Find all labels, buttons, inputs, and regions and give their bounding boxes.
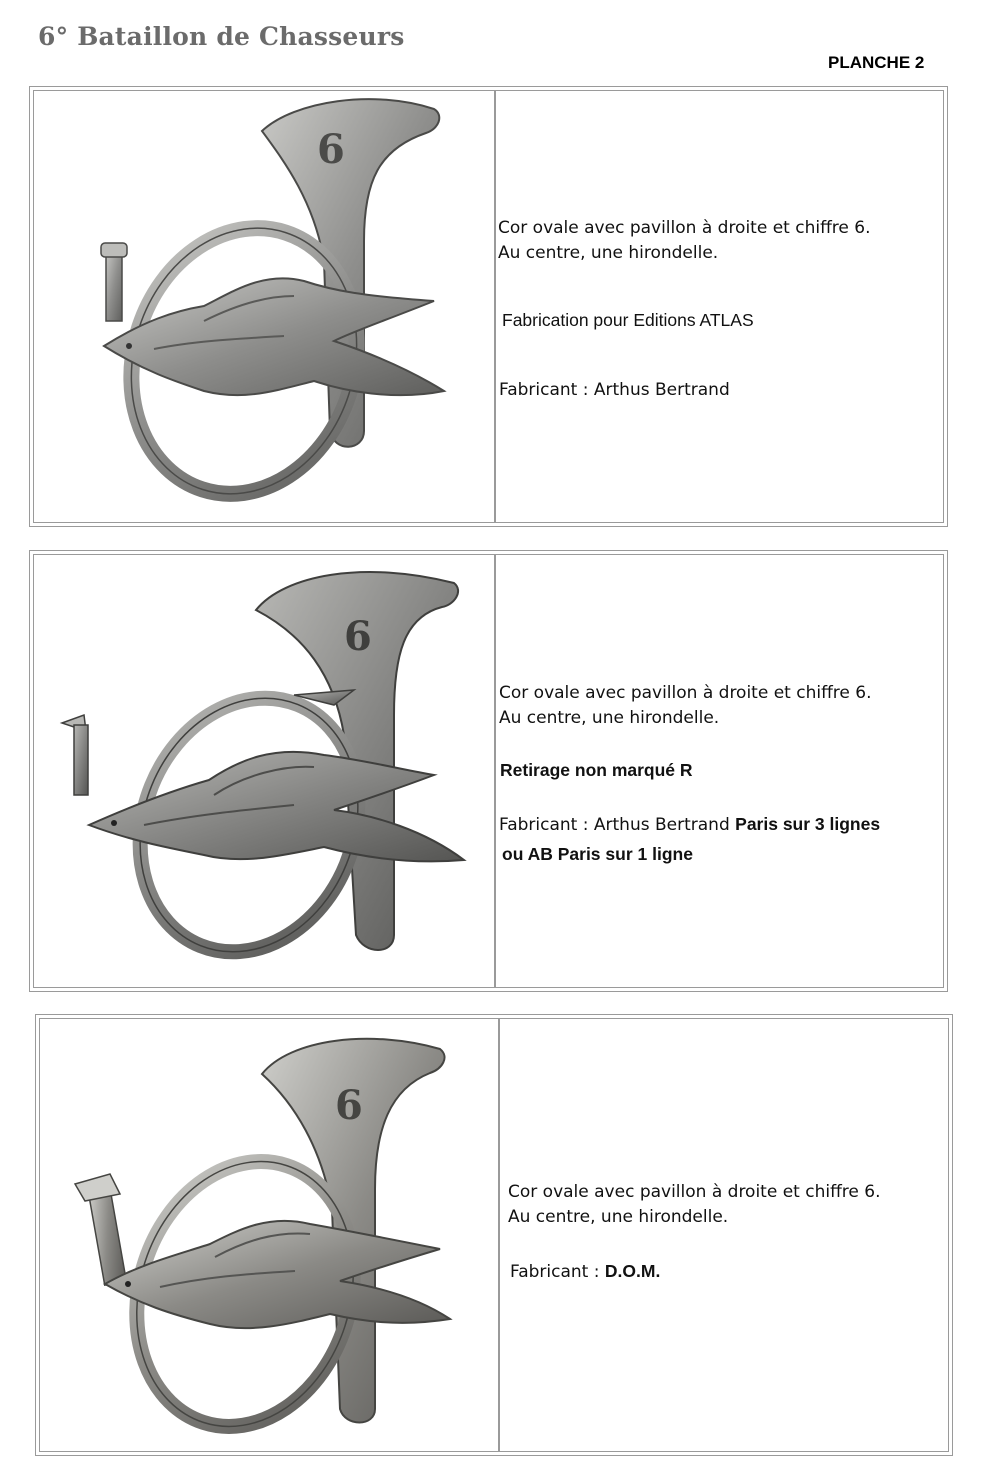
description-line-1: Cor ovale avec pavillon à droite et chiffre 6.: [498, 218, 871, 238]
plate-3-text-cell: [499, 1018, 949, 1452]
description-line-1: Cor ovale avec pavillon à droite et chiffre 6.: [499, 683, 872, 703]
description-line-2: Au centre, une hirondelle.: [499, 708, 720, 728]
plate-1-text-cell: [495, 90, 944, 523]
badge-number: 6: [335, 1082, 363, 1129]
plate-2-image-cell: [33, 554, 495, 988]
plate-2: [29, 550, 948, 992]
plate-1: [29, 86, 948, 527]
maker-name: Arthus Bertrand: [593, 815, 730, 835]
maker-label: Fabricant :: [499, 815, 589, 835]
retirage-note: Retirage non marqué R: [500, 760, 693, 780]
plate-1-image-cell: [33, 90, 495, 523]
plate-3-image-cell: [39, 1018, 499, 1452]
fabrication-note: Fabrication pour Editions ATLAS: [502, 310, 754, 330]
page-title: 6° Bataillon de Chasseurs: [38, 22, 405, 51]
maker-name: Arthus Bertrand: [593, 380, 730, 400]
badge-number: 6: [344, 613, 372, 660]
hunting-horn-swallow-badge-icon: [34, 91, 494, 522]
maker-detail: Paris sur 3 lignes: [735, 814, 881, 834]
maker-line: [499, 812, 880, 837]
plate-2-text-cell: [495, 554, 944, 988]
planche-label: PLANCHE 2: [828, 53, 925, 72]
maker-label: Fabricant :: [499, 380, 589, 400]
hunting-horn-swallow-badge-icon: [40, 1019, 498, 1451]
description-line-2: Au centre, une hirondelle.: [498, 243, 719, 263]
badge-number: 6: [317, 126, 345, 173]
description-line-2: Au centre, une hirondelle.: [508, 1207, 729, 1227]
maker-line: [499, 378, 730, 402]
maker-line-2: ou AB Paris sur 1 ligne: [502, 844, 693, 864]
description-line-1: Cor ovale avec pavillon à droite et chiffre 6.: [508, 1182, 881, 1202]
maker-name: D.O.M.: [604, 1261, 661, 1281]
maker-line: [510, 1259, 660, 1284]
hunting-horn-swallow-badge-icon: [34, 555, 494, 987]
maker-label: Fabricant :: [510, 1262, 600, 1282]
plate-3: [35, 1014, 953, 1456]
